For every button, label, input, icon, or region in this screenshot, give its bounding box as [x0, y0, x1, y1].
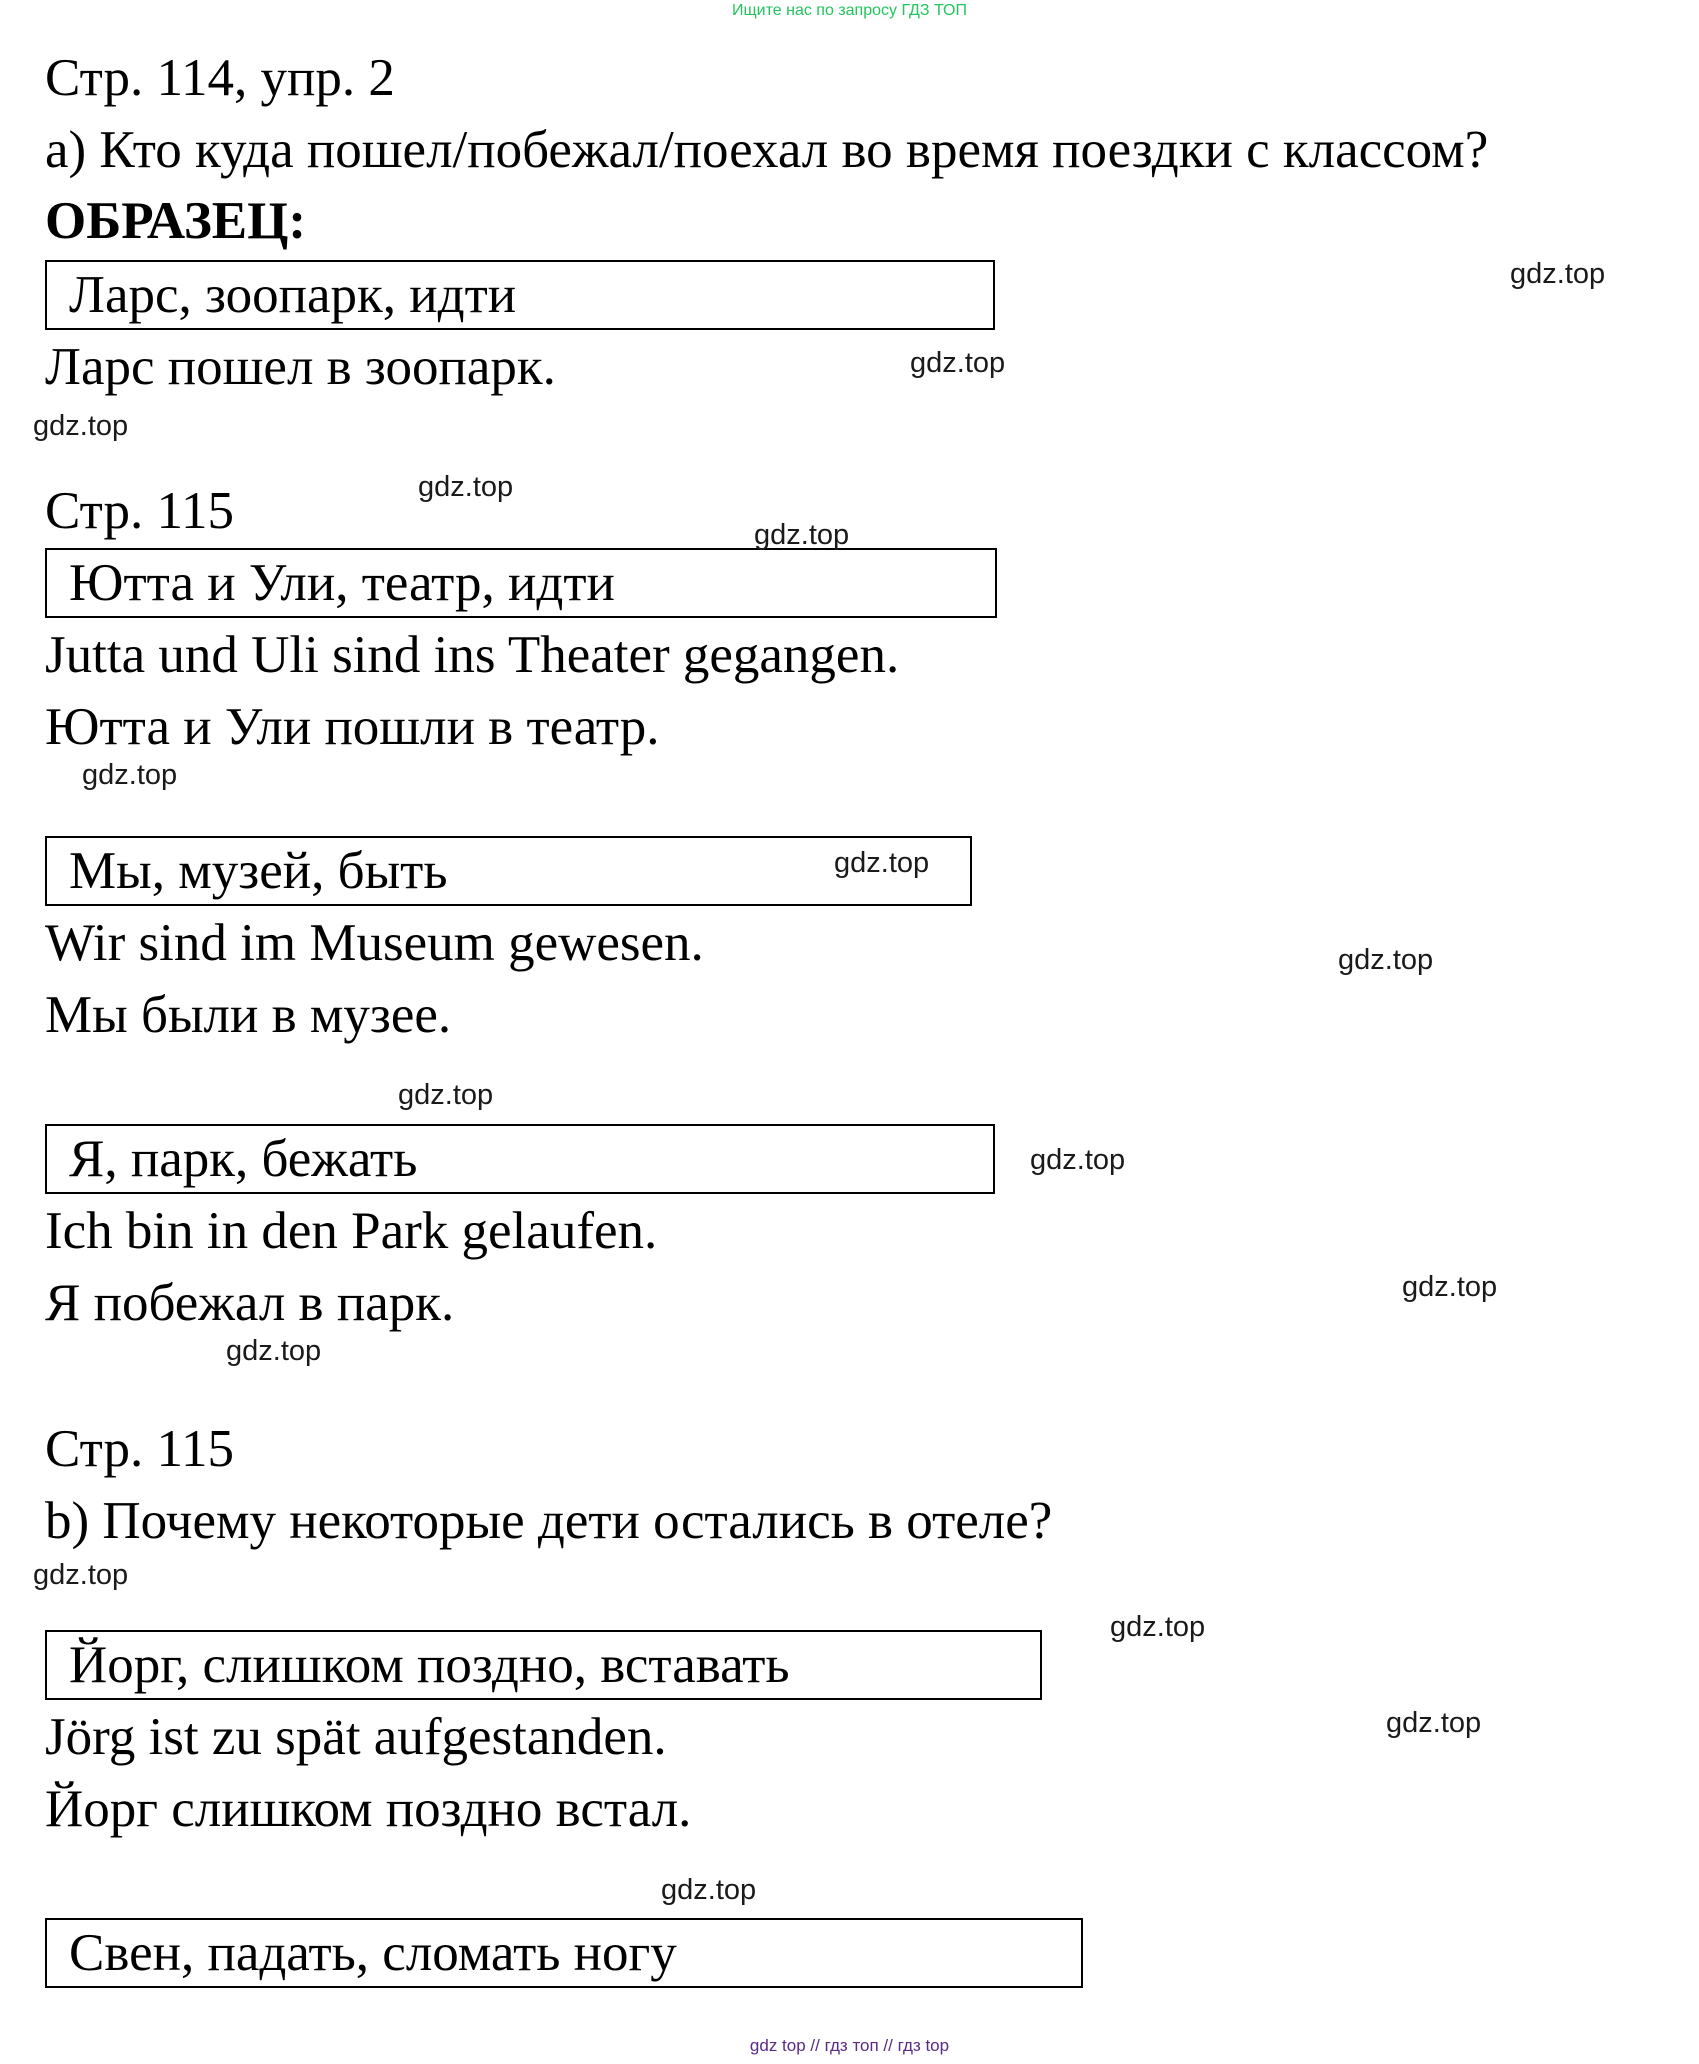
page-ref-115-b: Стр. 115	[45, 1420, 234, 1478]
prompt-box-4: Йорг, слишком поздно, вставать	[45, 1630, 1042, 1700]
prompt-box-2: Мы, музей, быть	[45, 836, 972, 906]
watermark: gdz.top	[1338, 944, 1434, 976]
watermark: gdz.top	[33, 410, 129, 442]
watermark: gdz.top	[910, 347, 1006, 379]
prompt-box-1: Ютта и Ули, театр, идти	[45, 548, 997, 618]
watermark: gdz.top	[834, 847, 930, 879]
watermark: gdz.top	[1402, 1271, 1498, 1303]
watermark: gdz.top	[33, 1559, 129, 1591]
watermark: gdz.top	[754, 519, 850, 551]
sample-prompt-box: Ларс, зоопарк, идти	[45, 260, 995, 330]
page-ref-114: Стр. 114, упр. 2	[45, 49, 395, 107]
watermark: gdz.top	[1510, 258, 1606, 290]
german-answer-4: Jörg ist zu spät aufgestanden.	[45, 1708, 667, 1766]
russian-answer-2: Мы были в музее.	[45, 986, 452, 1044]
watermark: gdz.top	[226, 1335, 322, 1367]
german-answer-3: Ich bin in den Park gelaufen.	[45, 1202, 658, 1260]
watermark: gdz.top	[418, 471, 514, 503]
exercise-question-a: a) Кто куда пошел/побежал/поехал во время поездки с классом?	[45, 121, 1489, 179]
german-answer-2: Wir sind im Museum gewesen.	[45, 914, 704, 972]
exercise-question-b: b) Почему некоторые дети остались в отеле?	[45, 1492, 1053, 1550]
search-hint-link[interactable]: Ищите нас по запросу ГДЗ ТОП	[732, 2, 967, 19]
russian-answer-1: Ютта и Ули пошли в театр.	[45, 698, 660, 756]
sample-answer: Ларс пошел в зоопарк.	[45, 338, 556, 396]
watermark: gdz.top	[1030, 1144, 1126, 1176]
sample-label: ОБРАЗЕЦ:	[45, 192, 307, 250]
footer-links[interactable]: gdz top // гдз топ // гдз top	[749, 2036, 950, 2055]
watermark: gdz.top	[82, 759, 178, 791]
russian-answer-3: Я побежал в парк.	[45, 1274, 455, 1332]
page-ref-115: Стр. 115	[45, 482, 234, 540]
watermark: gdz.top	[661, 1874, 757, 1906]
prompt-box-5: Свен, падать, сломать ногу	[45, 1918, 1083, 1988]
watermark: gdz.top	[1386, 1707, 1482, 1739]
russian-answer-4: Йорг слишком поздно встал.	[45, 1780, 692, 1838]
prompt-box-3: Я, парк, бежать	[45, 1124, 995, 1194]
watermark: gdz.top	[398, 1079, 494, 1111]
watermark: gdz.top	[1110, 1611, 1206, 1643]
german-answer-1: Jutta und Uli sind ins Theater gegangen.	[45, 626, 900, 684]
